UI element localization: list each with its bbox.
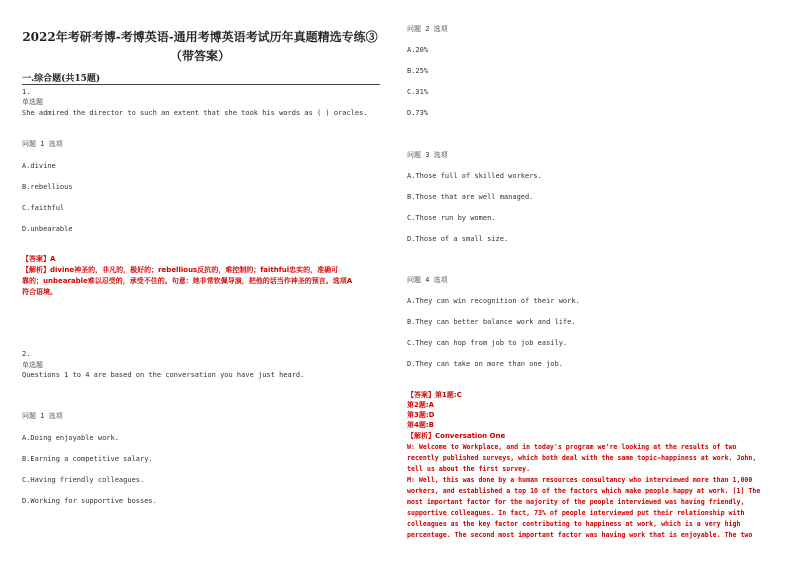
answers-line2: 第2题:A xyxy=(407,401,435,409)
question-1-sub-label: 问题 1 选项 xyxy=(22,140,63,148)
question-2-option-d: D.Working for supportive bosses. xyxy=(22,497,157,505)
problem-3-option-c: C.Those run by women. xyxy=(407,214,496,222)
question-1-explanation-line1: 【解析】divine神圣的，非凡的，极好的；rebellious反抗的，难控制的；faithful忠实的，准确可 xyxy=(22,266,339,274)
section-divider xyxy=(22,84,380,85)
section-heading: 一.综合题(共15题) xyxy=(22,74,101,84)
question-2-option-a: A.Doing enjoyable work. xyxy=(22,434,119,442)
transcript-line2: recently published surveys, which both deal with the same topic—happiness at work. John, xyxy=(407,454,757,462)
problem-2-label: 问题 2 选项 xyxy=(407,25,448,33)
transcript-line8: colleagues as the key factor contributing to happiness at work, which is a very high xyxy=(407,520,741,528)
explanation-heading: 【解析】Conversation One xyxy=(407,432,506,440)
question-1-option-a: A.divine xyxy=(22,162,56,170)
problem-3-label: 问题 3 选项 xyxy=(407,151,448,159)
problem-4-option-d: D.They can take on more than one job. xyxy=(407,360,563,368)
problem-2-option-d: D.73% xyxy=(407,109,429,117)
answers-line1: 【答案】第1题:C xyxy=(407,391,462,399)
question-2-stem: Questions 1 to 4 are based on the conversation you have just heard. xyxy=(22,371,305,379)
document-title-line2: （带答案） xyxy=(169,49,230,63)
transcript-line7: supportive colleagues. In fact, 73% of people interviewed put their relationship with xyxy=(407,509,745,517)
transcript-line3: tell us about the first survey. xyxy=(407,465,531,473)
transcript-line9: percentage. The second most important factor was having work that is enjoyable. The two xyxy=(407,531,753,539)
transcript-line6: most important factor for the majority of the people interviewed was having friendly, xyxy=(407,498,745,506)
question-1-stem: She admired the director to such an extent that she took his words as ( ) oracles. xyxy=(22,109,368,117)
problem-4-option-a: A.They can win recognition of their work. xyxy=(407,297,580,305)
question-1-answer: 【答案】A xyxy=(22,255,56,263)
question-1-explanation-line3: 符合语境。 xyxy=(22,288,57,296)
question-1-option-c: C.faithful xyxy=(22,204,65,212)
problem-4-option-c: C.They can hop from job to job easily. xyxy=(407,339,568,347)
question-2-option-c: C.Having friendly colleagues. xyxy=(22,476,145,484)
question-2-option-b: B.Earning a competitive salary. xyxy=(22,455,153,463)
question-1-option-d: D.unbearable xyxy=(22,225,73,233)
question-1-option-b: B.rebellious xyxy=(22,183,73,191)
problem-3-option-d: D.Those of a small size. xyxy=(407,235,509,243)
answers-line3: 第3题:D xyxy=(407,411,435,419)
question-1-explanation-line2: 靠的；unbearable难以忍受的，承受不住的。句意：她非常钦佩导演，把他的话当作神圣的预言。选项A xyxy=(22,277,353,285)
answers-line4: 第4题:B xyxy=(407,421,435,429)
question-1-type: 单选题 xyxy=(22,98,43,106)
document-title-line1: 2022年考研考博-考博英语-通用考博英语考试历年真题精选专练③ xyxy=(22,30,378,44)
problem-2-option-c: C.31% xyxy=(407,88,429,96)
question-2-sub-label: 问题 1 选项 xyxy=(22,412,63,420)
problem-3-option-b: B.Those that are well managed. xyxy=(407,193,534,201)
problem-4-label: 问题 4 选项 xyxy=(407,276,448,284)
problem-4-option-b: B.They can better balance work and life. xyxy=(407,318,576,326)
problem-2-option-a: A.20% xyxy=(407,46,429,54)
transcript-line1: W: Welcome to Workplace, and in today's program we're looking at the results of two xyxy=(407,443,737,451)
question-1-number: 1. xyxy=(22,88,31,96)
transcript-line5: workers, and established a top 10 of the factors which make people happy at work. [1] The xyxy=(407,487,761,495)
question-2-type: 单选题 xyxy=(22,361,43,369)
transcript-line4: M: Well, this was done by a human resources consultancy who interviewed more than 1,000 xyxy=(407,476,753,484)
problem-2-option-b: B.25% xyxy=(407,67,429,75)
question-2-number: 2. xyxy=(22,350,31,358)
problem-3-option-a: A.Those full of skilled workers. xyxy=(407,172,542,180)
